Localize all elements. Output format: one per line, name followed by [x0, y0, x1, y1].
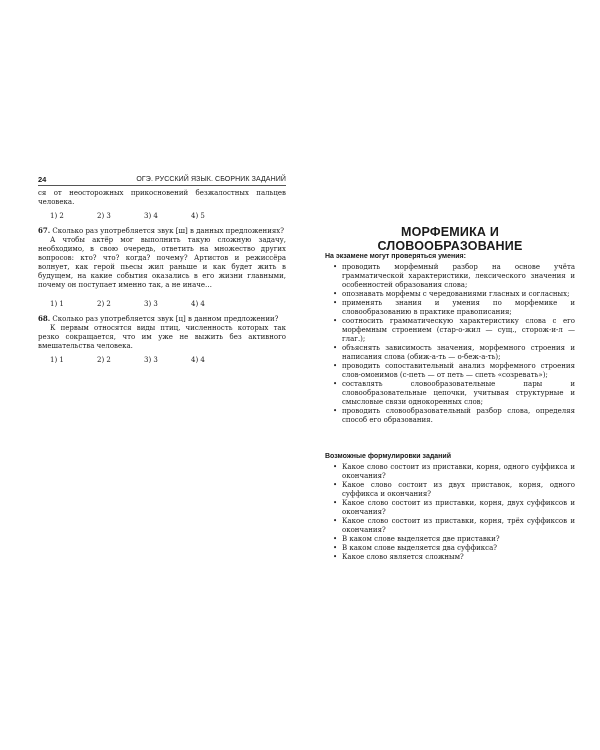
page-number: 24 [38, 175, 47, 184]
option: 1) 1 [50, 300, 64, 308]
option: 3) 4 [144, 212, 158, 220]
list-item: • проводить морфемный разбор на основе учёта грамматической характеристики, лексического значения и особенностей образования слова; [333, 263, 575, 289]
question-67 [38, 226, 286, 290]
list-item: • Какое слово состоит из приставки, корня, одного суффикса и окончания? [333, 463, 575, 480]
bullet-icon: • [333, 535, 338, 543]
option: 1) 1 [50, 356, 64, 364]
option: 2) 2 [97, 356, 111, 364]
bullet-icon: • [333, 481, 338, 489]
option: 2) 3 [97, 212, 111, 220]
list-item: • проводить словообразовательный разбор слова, определяя способ его образования. [333, 407, 575, 424]
tasks-list [325, 463, 575, 562]
list-item: • Какое слово состоит из приставки, корня, двух суффиксов и окончания? [333, 499, 575, 516]
question-passage: А чтобы актёр мог выполнить такую сложную задачу, необходимо, в свою очередь, ответить на множество других вопросов: кто? что? когда? почему? Артистов и режиссёра волнует, как герой пьесы жил раньше и как будет жить в будущем, на какие события оказались в его жизни главными, почему он поступает именно так, а не иначе… [38, 236, 286, 289]
list-item: • проводить сопоставительный анализ морфемного строения слов-омонимов (с-петь — от петь — спеть «созревать»); [333, 362, 575, 379]
bullet-icon: • [333, 344, 338, 352]
question-text: Сколько раз употребляется звук [ц] в данном предложении? [52, 315, 279, 323]
option: 4) 4 [191, 356, 205, 364]
list-item: • Какое слово состоит из приставки, корня, трёх суффиксов и окончания? [333, 517, 575, 534]
page-header [38, 175, 286, 186]
question-number: 67. [38, 226, 51, 235]
option: 4) 4 [191, 300, 205, 308]
option: 2) 2 [97, 300, 111, 308]
skills-list [325, 263, 575, 425]
bullet-icon: • [333, 553, 338, 561]
answer-options-2 [50, 300, 250, 309]
answer-options-1 [50, 212, 250, 221]
list-item: • соотносить грамматическую характеристику слова с его морфемным строением (стар-о-жил — сущ., сторож-и-л — глаг.); [333, 317, 575, 343]
question-number: 68. [38, 314, 51, 323]
list-item: • опознавать морфемы с чередованиями гласных и согласных; [333, 290, 570, 298]
continued-text: ся от неосторожных прикосновений безжалостных пальцев человека. [38, 189, 286, 206]
list-item: • Какое слово состоит из двух приставок, корня, одного суффикса и окончания? [333, 481, 575, 498]
bullet-icon: • [333, 380, 338, 388]
running-title: ОГЭ. РУССКИЙ ЯЗЫК. СБОРНИК ЗАДАНИЙ [136, 176, 286, 183]
skills-heading: На экзамене могут проверяться умения: [325, 253, 466, 260]
option: 3) 3 [144, 356, 158, 364]
list-item: • объяснять зависимость значения, морфемного строения и написания слова (обиж-а-ть — о-беж-а-ть); [333, 344, 575, 361]
bullet-icon: • [333, 290, 338, 298]
list-item: • Какое слово является сложным? [333, 553, 464, 561]
section-title: МОРФЕМИКА И СЛОВООБРАЗОВАНИЕ [377, 225, 523, 253]
question-passage: К первым относятся виды птиц, численность которых так резко сокращается, что им уже не выжить без активного вмешательства человека. [38, 324, 286, 350]
list-item: • применять знания и умения по морфемике и словообразованию в практике правописания; [333, 299, 575, 316]
bullet-icon: • [333, 407, 338, 415]
question-68 [38, 314, 286, 351]
bullet-icon: • [333, 362, 338, 370]
bullet-icon: • [333, 317, 338, 325]
option: 4) 5 [191, 212, 205, 220]
answer-options-3 [50, 356, 250, 365]
question-text: Сколько раз употребляется звук [ш] в данных предложениях? [52, 227, 284, 235]
bullet-icon: • [333, 544, 338, 552]
tasks-heading: Возможные формулировки заданий [325, 453, 452, 460]
bullet-icon: • [333, 263, 338, 271]
list-item: • составлять словообразовательные пары и словообразовательные цепочки, учитывая структурные и смысловые связи однокоренных слов; [333, 380, 575, 406]
bullet-icon: • [333, 299, 338, 307]
option: 1) 2 [50, 212, 64, 220]
bullet-icon: • [333, 463, 338, 471]
bullet-icon: • [333, 499, 338, 507]
list-item: • В каком слове выделяется два суффикса? [333, 544, 498, 552]
list-item: • В каком слове выделяется две приставки? [333, 535, 500, 543]
bullet-icon: • [333, 517, 338, 525]
option: 3) 3 [144, 300, 158, 308]
